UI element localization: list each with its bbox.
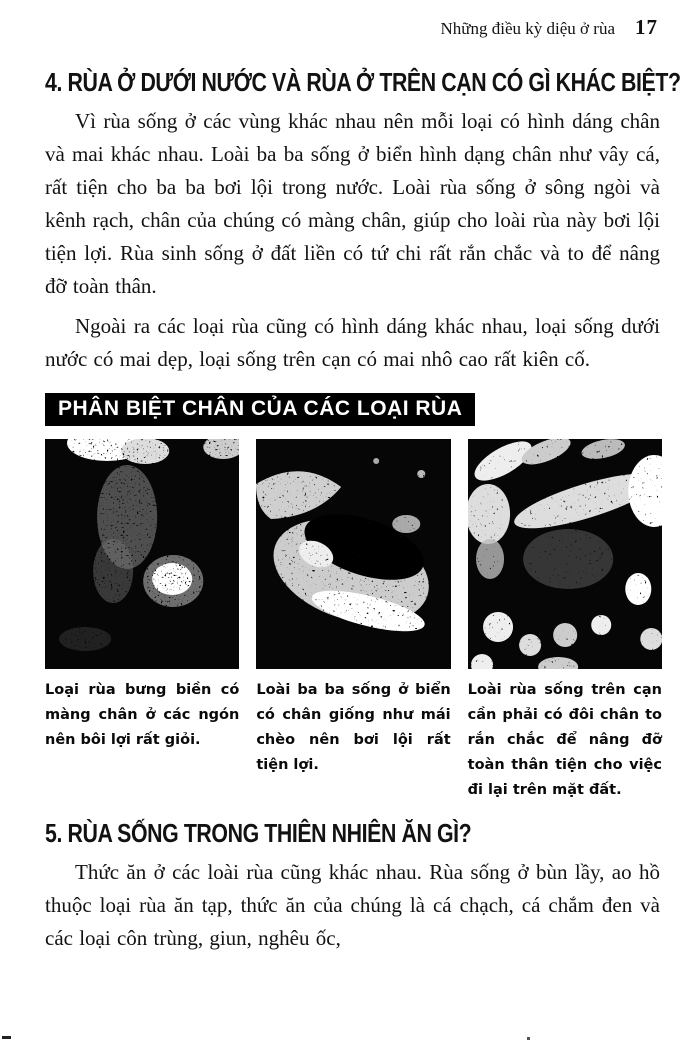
section-4-heading-text: 4. RÙA Ở DƯỚI NƯỚC VÀ RÙA Ở TRÊN CẠN CÓ GÌ KHÁC BIỆT?	[45, 67, 681, 97]
swamp-turtle-webbed-feet-photo	[45, 439, 239, 669]
section-5-paragraph-1: Thức ăn ở các loài rùa cũng khác nhau. Rùa sống ở bùn lầy, ao hồ thuộc loại rùa ăn tạp, thức ăn của chúng là cá chạch, cá chắm đen và các loại côn trùng, giun, nghêu ốc,	[45, 860, 660, 950]
section-5-heading	[45, 817, 660, 849]
figure-photo-strip	[45, 439, 662, 669]
photo-caption-2: Loài ba ba sống ở biển có chân giống như mái chèo nên bơi lội rất tiện lợi.	[256, 682, 451, 773]
figure-captions	[45, 678, 662, 803]
section-4-paragraph-1: Vì rùa sống ở các vùng khác nhau nên mỗi loại có hình dáng chân và mai khác nhau. Loài ba ba sống ở biển hình dạng chân như vây cá, rất tiện cho ba ba bơi lội trong nước. Loài rùa sống ở sông ngòi và kênh rạch, chân của chúng có màng chân, giúp cho loài rùa này bơi lội tiện lợi. Rùa sinh sống ở đất liền có tứ chi rất rắn chắc và to để nâng đỡ toàn thân.	[45, 109, 660, 298]
scan-artifact-dot	[527, 1037, 530, 1040]
running-header	[45, 16, 660, 40]
scan-artifact-dash	[2, 1036, 11, 1039]
section-4-paragraph-2: Ngoài ra các loại rùa cũng có hình dáng khác nhau, loại sống dưới nước có mai dẹp, loại sống trên cạn có mai nhô cao rất kiên cố.	[45, 314, 660, 371]
sea-turtle-paddle-flipper-photo	[256, 439, 450, 669]
figure-banner: PHÂN BIỆT CHÂN CỦA CÁC LOẠI RÙA	[45, 393, 475, 426]
page-number: 17	[635, 15, 658, 39]
land-turtle-sturdy-legs-photo	[468, 439, 662, 669]
running-title: Những điều kỳ diệu ở rùa	[440, 19, 615, 38]
section-5-heading-text: 5. RÙA SỐNG TRONG THIÊN NHIÊN ĂN GÌ?	[45, 818, 472, 848]
photo-caption-1: Loại rùa bưng biền có màng chân ở các ngón nên bôi lợi rất giỏi.	[45, 682, 240, 748]
photo-caption-3: Loài rùa sống trên cạn cần phải có đôi chân to rắn chắc để nâng đỡ toàn thân tiện cho việc đi lại trên mặt đất.	[467, 682, 662, 798]
section-4-heading	[45, 66, 681, 98]
